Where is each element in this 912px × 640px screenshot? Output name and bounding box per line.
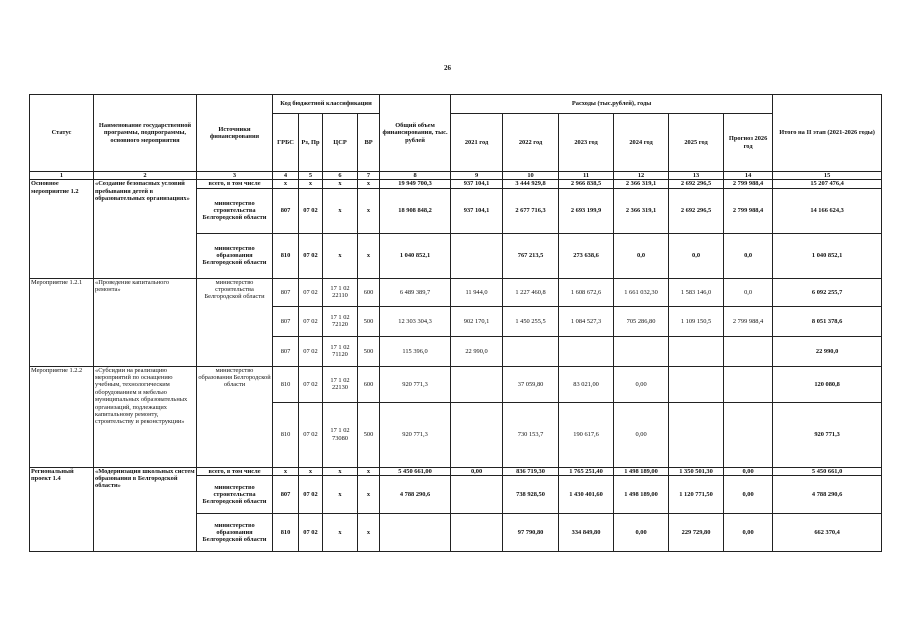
cell-2021: 0,00 [451,467,503,475]
cell-2024 [614,336,669,366]
cell-2024: 2 366 319,1 [614,188,669,233]
cell-csr: x [323,514,358,552]
cell-csr: x [323,180,358,188]
row-source: министерство образования Белгородской области [197,366,273,467]
table-row [30,278,882,306]
column-index: 13 [669,172,724,180]
cell-total: 19 949 700,3 [380,180,451,188]
cell-2021 [451,233,503,278]
cell-total: 6 489 389,7 [380,278,451,306]
cell-2022: 37 059,80 [503,366,559,402]
cell-grbs: 807 [273,476,299,514]
cell-2026: 0,00 [724,476,773,514]
cell-2023: 190 617,6 [559,402,614,467]
cell-2021: 937 104,1 [451,188,503,233]
header-2025: 2025 год [669,114,724,172]
column-index: 3 [197,172,273,180]
cell-rz-pr: x [299,180,323,188]
cell-vr: x [358,514,380,552]
cell-2026: 0,0 [724,278,773,306]
header-grbs: ГРБС [273,114,299,172]
header-csr: ЦСР [323,114,358,172]
cell-rz-pr: 07 02 [299,233,323,278]
cell-stage-total: 920 771,3 [773,402,882,467]
cell-2021 [451,476,503,514]
cell-2025: 2 692 296,5 [669,188,724,233]
row-name: «Субсидии на реализацию мероприятий по оснащению учебным, технологическим оборудованием и мебелью муниципальных образовательных организаций, подлежащих капитальному ремонту, строительству и реконструкции» [94,366,197,467]
cell-rz-pr: x [299,467,323,475]
row-status: Мероприятие 1.2.2 [30,366,94,467]
row-source: министерство строительства Белгородской области [197,476,273,514]
cell-vr: x [358,233,380,278]
cell-2025: 0,0 [669,233,724,278]
cell-csr: x [323,233,358,278]
header-2023: 2023 год [559,114,614,172]
cell-vr: 500 [358,306,380,336]
header-expenses: Расходы (тыс.рублей), годы [451,95,773,114]
cell-vr: x [358,188,380,233]
cell-2024: 0,00 [614,366,669,402]
cell-vr: 600 [358,278,380,306]
cell-vr: 600 [358,366,380,402]
cell-2022: 767 213,5 [503,233,559,278]
cell-rz-pr: 07 02 [299,514,323,552]
cell-2022: 730 153,7 [503,402,559,467]
cell-rz-pr: 07 02 [299,278,323,306]
column-index: 2 [94,172,197,180]
table-row [30,467,882,475]
column-index: 4 [273,172,299,180]
cell-2025: 229 729,80 [669,514,724,552]
column-index: 6 [323,172,358,180]
cell-stage-total: 5 450 661,0 [773,467,882,475]
cell-stage-total: 8 051 378,6 [773,306,882,336]
row-name: «Проведение капитального ремонта» [94,278,197,366]
cell-2021: 902 170,1 [451,306,503,336]
cell-vr: x [358,476,380,514]
row-source: министерство образования Белгородской области [197,514,273,552]
row-status: Региональный проект 1.4 [30,467,94,551]
cell-stage-total: 4 788 290,6 [773,476,882,514]
cell-vr: x [358,467,380,475]
header-2022: 2022 год [503,114,559,172]
cell-2024: 1 498 189,00 [614,476,669,514]
column-index: 11 [559,172,614,180]
cell-2024: 1 661 032,30 [614,278,669,306]
header-name: Наименование государственной программы, подпрограммы, основного мероприятия [94,95,197,172]
cell-total: 5 450 661,00 [380,467,451,475]
row-status: Основное мероприятие 1.2 [30,180,94,278]
cell-grbs: 810 [273,366,299,402]
table-row [30,180,882,188]
cell-csr: 17 1 02 71120 [323,336,358,366]
cell-rz-pr: 07 02 [299,188,323,233]
cell-csr: 17 1 02 22110 [323,278,358,306]
column-index: 7 [358,172,380,180]
cell-2024: 1 498 189,00 [614,467,669,475]
cell-grbs: 807 [273,188,299,233]
cell-vr: 500 [358,402,380,467]
cell-2022: 738 928,50 [503,476,559,514]
cell-rz-pr: 07 02 [299,306,323,336]
cell-2023: 1 084 527,3 [559,306,614,336]
financing-table [29,94,882,552]
cell-total: 12 303 304,3 [380,306,451,336]
cell-2021: 22 990,0 [451,336,503,366]
cell-2025 [669,366,724,402]
cell-2022: 97 790,80 [503,514,559,552]
cell-grbs: x [273,180,299,188]
header-budget-code: Код бюджетной классификации [273,95,380,114]
cell-2023: 1 430 401,60 [559,476,614,514]
cell-total: 115 396,0 [380,336,451,366]
cell-2021: 11 944,0 [451,278,503,306]
column-index: 5 [299,172,323,180]
cell-grbs: 807 [273,306,299,336]
cell-total: 18 908 848,2 [380,188,451,233]
cell-2023: 1 765 251,40 [559,467,614,475]
cell-total: 920 771,3 [380,402,451,467]
cell-csr: 17 1 02 22130 [323,366,358,402]
cell-stage-total: 662 370,4 [773,514,882,552]
cell-2025: 1 583 146,0 [669,278,724,306]
cell-csr: x [323,188,358,233]
cell-stage-total: 6 092 255,7 [773,278,882,306]
cell-2024: 705 286,80 [614,306,669,336]
cell-grbs: 807 [273,278,299,306]
column-index: 12 [614,172,669,180]
cell-csr: x [323,476,358,514]
cell-2023: 334 849,80 [559,514,614,552]
cell-rz-pr: 07 02 [299,402,323,467]
cell-2026 [724,366,773,402]
row-source: всего, в том числе [197,180,273,188]
column-index: 8 [380,172,451,180]
cell-2025: 1 109 150,5 [669,306,724,336]
cell-2023 [559,336,614,366]
cell-2026: 0,00 [724,467,773,475]
cell-rz-pr: 07 02 [299,476,323,514]
cell-2023: 273 638,6 [559,233,614,278]
cell-stage-total: 15 207 476,4 [773,180,882,188]
cell-2022: 3 444 929,8 [503,180,559,188]
cell-2026 [724,336,773,366]
column-index-row [30,172,882,180]
cell-csr: 17 1 02 72120 [323,306,358,336]
cell-2024: 0,00 [614,402,669,467]
cell-grbs: 810 [273,514,299,552]
row-source: министерство строительства Белгородской области [197,278,273,366]
page-number: 26 [444,64,451,72]
cell-2026 [724,402,773,467]
column-index: 9 [451,172,503,180]
row-source: всего, в том числе [197,467,273,475]
cell-2024: 0,00 [614,514,669,552]
cell-grbs: 810 [273,233,299,278]
cell-total: 1 040 852,1 [380,233,451,278]
cell-2026: 0,0 [724,233,773,278]
column-index: 14 [724,172,773,180]
cell-grbs: x [273,467,299,475]
cell-2025: 1 120 771,50 [669,476,724,514]
header-rz-pr: Рз, Пр [299,114,323,172]
cell-2022 [503,336,559,366]
cell-2026: 2 799 988,4 [724,180,773,188]
header-2024: 2024 год [614,114,669,172]
cell-stage-total: 1 040 852,1 [773,233,882,278]
cell-2026: 0,00 [724,514,773,552]
cell-2021 [451,366,503,402]
cell-grbs: 807 [273,336,299,366]
cell-2025: 1 350 501,30 [669,467,724,475]
cell-rz-pr: 07 02 [299,336,323,366]
cell-2026: 2 799 988,4 [724,188,773,233]
cell-total [380,514,451,552]
cell-2025: 2 692 296,5 [669,180,724,188]
header-vr: ВР [358,114,380,172]
cell-stage-total: 120 080,8 [773,366,882,402]
row-name: «Модернизация школьных систем образования в Белгородской области» [94,467,197,551]
cell-csr: 17 1 02 73080 [323,402,358,467]
cell-2021: 937 104,1 [451,180,503,188]
row-name: «Создание безопасных условий пребывания детей в образовательных организациях» [94,180,197,278]
cell-vr: x [358,180,380,188]
header-total: Общий объем финансирования, тыс. рублей [380,95,451,172]
cell-vr: 500 [358,336,380,366]
row-status: Мероприятие 1.2.1 [30,278,94,366]
cell-2023: 2 966 838,5 [559,180,614,188]
cell-2023: 1 608 672,6 [559,278,614,306]
cell-2022: 836 719,30 [503,467,559,475]
cell-total: 4 788 290,6 [380,476,451,514]
header-forecast-2026: Прогноз 2026 год [724,114,773,172]
column-index: 1 [30,172,94,180]
cell-csr: x [323,467,358,475]
column-index: 10 [503,172,559,180]
cell-2022: 1 450 255,5 [503,306,559,336]
cell-2024: 2 366 319,1 [614,180,669,188]
cell-rz-pr: 07 02 [299,366,323,402]
header-2021: 2021 год [451,114,503,172]
header-sources: Источники финансирования [197,95,273,172]
table-row [30,366,882,402]
cell-2026: 2 799 988,4 [724,306,773,336]
cell-2025 [669,402,724,467]
cell-total: 920 771,3 [380,366,451,402]
header-status: Статус [30,95,94,172]
column-index: 15 [773,172,882,180]
cell-2022: 1 227 460,8 [503,278,559,306]
cell-2023: 2 693 199,9 [559,188,614,233]
cell-stage-total: 14 166 624,3 [773,188,882,233]
cell-grbs: 810 [273,402,299,467]
header-stage-total: Итого на II этап (2021-2026 годы) [773,95,882,172]
cell-2021 [451,514,503,552]
cell-2022: 2 677 716,3 [503,188,559,233]
cell-2021 [451,402,503,467]
row-source: министерство образования Белгородской области [197,233,273,278]
cell-2024: 0,0 [614,233,669,278]
cell-2025 [669,336,724,366]
cell-stage-total: 22 990,0 [773,336,882,366]
cell-2023: 83 021,00 [559,366,614,402]
row-source: министерство строительства Белгородской области [197,188,273,233]
